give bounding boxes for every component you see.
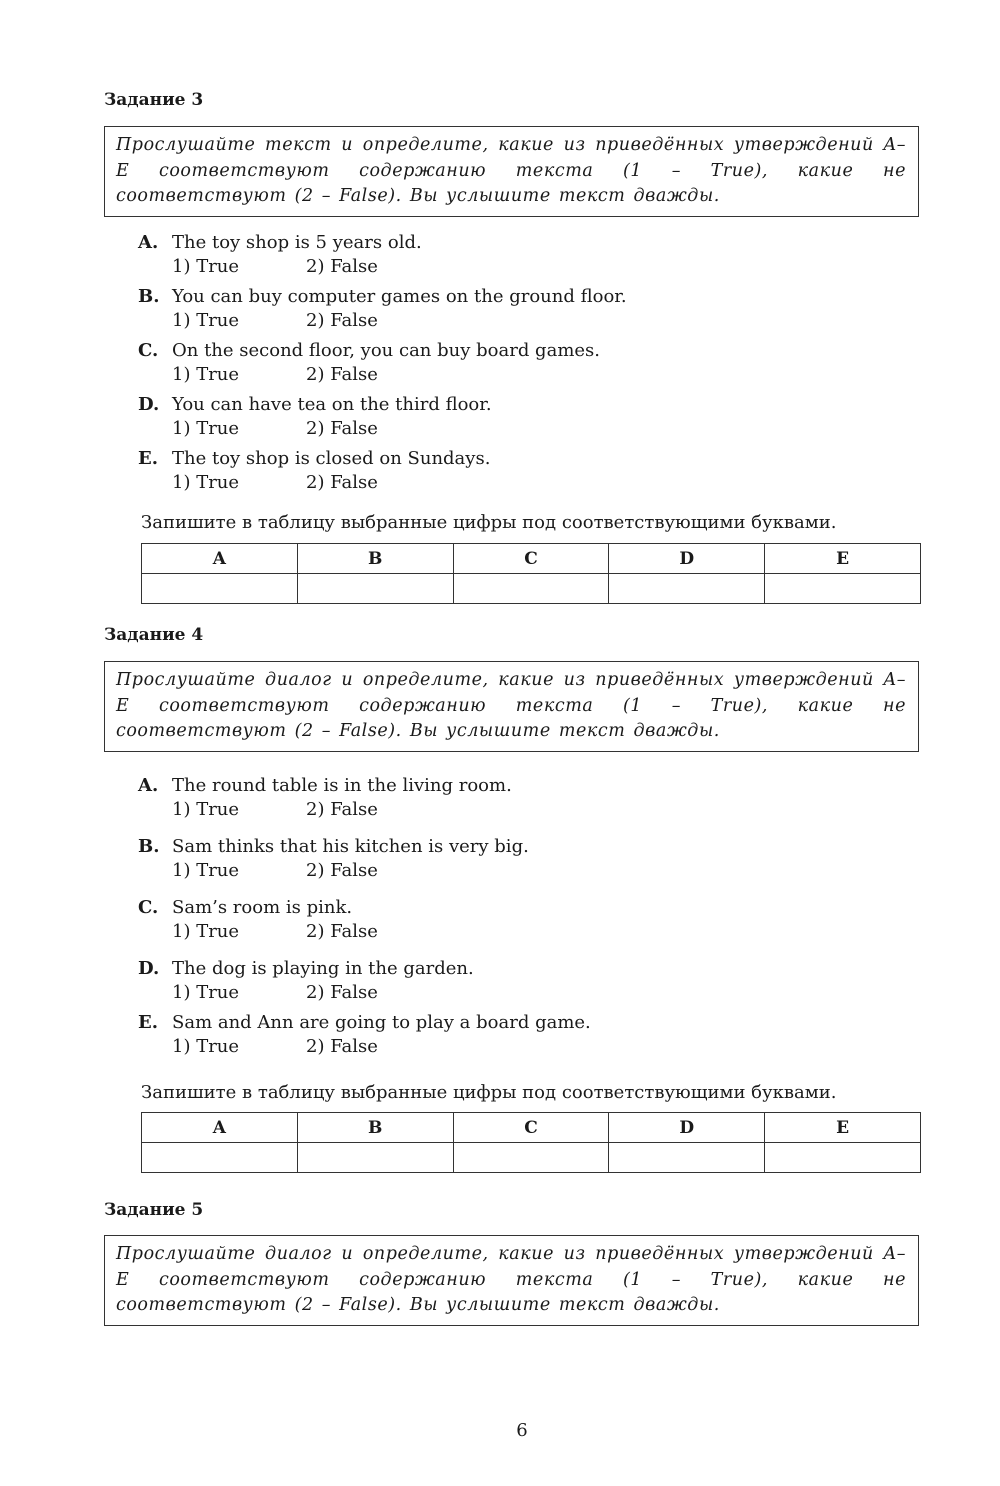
table-caption: Запишите в таблицу выбранные цифры под соответствующими буквами. <box>141 512 837 533</box>
answer-options <box>172 309 627 333</box>
instruction-box: Прослушайте диалог и определите, какие из приведённых утверждений A–E соответствуют содержанию текста (1 – True), какие не соответствуют (2 – False). Вы услышите текст дважды. <box>104 1235 919 1326</box>
column-e-header: E <box>765 1113 921 1143</box>
option-false[interactable]: 2) False <box>306 982 378 1003</box>
option-true[interactable]: 1) True <box>172 472 240 493</box>
column-a-header: A <box>142 544 298 574</box>
answer-options <box>172 417 492 441</box>
option-false[interactable]: 2) False <box>306 921 378 942</box>
answer-options <box>172 798 512 822</box>
task-heading: Задание 4 <box>104 625 204 645</box>
answer-options <box>172 1035 591 1059</box>
statement-letter: A. <box>138 775 159 796</box>
statement-text: Sam and Ann are going to play a board game. <box>172 1012 591 1033</box>
column-c-header: C <box>453 544 609 574</box>
option-false[interactable]: 2) False <box>306 364 378 385</box>
option-true[interactable]: 1) True <box>172 364 240 385</box>
answer-table-header-row <box>142 1113 921 1143</box>
answer-table <box>141 1112 921 1173</box>
column-a-header: A <box>142 1113 298 1143</box>
statement-letter: D. <box>138 394 160 415</box>
statement-c <box>138 896 378 944</box>
option-false[interactable]: 2) False <box>306 310 378 331</box>
statement-e <box>138 1011 591 1059</box>
answer-cell-a[interactable] <box>142 574 298 604</box>
answer-options <box>172 471 490 495</box>
answer-cell-d[interactable] <box>609 1143 765 1173</box>
task-heading: Задание 5 <box>104 1200 204 1220</box>
statement-text: The dog is playing in the garden. <box>172 958 474 979</box>
answer-table <box>141 543 921 604</box>
column-b-header: B <box>297 544 453 574</box>
instruction-box: Прослушайте диалог и определите, какие из приведённых утверждений A–E соответствуют содержанию текста (1 – True), какие не соответствуют (2 – False). Вы услышите текст дважды. <box>104 661 919 752</box>
answer-cell-d[interactable] <box>609 574 765 604</box>
option-false[interactable]: 2) False <box>306 256 378 277</box>
answer-cell-c[interactable] <box>453 574 609 604</box>
instruction-box: Прослушайте текст и определите, какие из приведённых утверждений A–E соответствуют содержанию текста (1 – True), какие не соответствуют (2 – False). Вы услышите текст дважды. <box>104 126 919 217</box>
column-d-header: D <box>609 1113 765 1143</box>
statement-letter: C. <box>138 897 159 918</box>
option-true[interactable]: 1) True <box>172 982 240 1003</box>
option-false[interactable]: 2) False <box>306 472 378 493</box>
statement-letter: D. <box>138 958 160 979</box>
column-d-header: D <box>609 544 765 574</box>
answer-cell-e[interactable] <box>765 1143 921 1173</box>
statement-text: Sam’s room is pink. <box>172 897 353 918</box>
option-true[interactable]: 1) True <box>172 418 240 439</box>
statement-d <box>138 957 474 1005</box>
option-false[interactable]: 2) False <box>306 1036 378 1057</box>
answer-options <box>172 981 474 1005</box>
option-true[interactable]: 1) True <box>172 310 240 331</box>
statement-text: You can have tea on the third floor. <box>172 394 492 415</box>
answer-options <box>172 363 600 387</box>
answer-options <box>172 859 529 883</box>
column-b-header: B <box>297 1113 453 1143</box>
statement-text: The toy shop is 5 years old. <box>172 232 422 253</box>
statement-a <box>138 231 422 279</box>
answer-cell-b[interactable] <box>297 574 453 604</box>
statement-c <box>138 339 600 387</box>
statement-b <box>138 835 529 883</box>
answer-options <box>172 920 378 944</box>
option-true[interactable]: 1) True <box>172 860 240 881</box>
option-true[interactable]: 1) True <box>172 921 240 942</box>
answer-table-input-row <box>142 574 921 604</box>
statement-a <box>138 774 512 822</box>
statement-letter: B. <box>138 286 160 307</box>
answer-table-input-row <box>142 1143 921 1173</box>
statement-text: Sam thinks that his kitchen is very big. <box>172 836 529 857</box>
statement-e <box>138 447 490 495</box>
statement-letter: C. <box>138 340 159 361</box>
statement-letter: A. <box>138 232 159 253</box>
statement-text: On the second floor, you can buy board games. <box>172 340 600 361</box>
option-true[interactable]: 1) True <box>172 799 240 820</box>
option-true[interactable]: 1) True <box>172 256 240 277</box>
statement-letter: E. <box>138 1012 158 1033</box>
page-number: 6 <box>516 1420 528 1441</box>
table-caption: Запишите в таблицу выбранные цифры под соответствующими буквами. <box>141 1082 837 1103</box>
answer-cell-b[interactable] <box>297 1143 453 1173</box>
task-heading: Задание 3 <box>104 90 204 110</box>
statement-d <box>138 393 492 441</box>
statement-letter: B. <box>138 836 160 857</box>
option-false[interactable]: 2) False <box>306 799 378 820</box>
statement-text: You can buy computer games on the ground floor. <box>172 286 627 307</box>
option-false[interactable]: 2) False <box>306 860 378 881</box>
option-false[interactable]: 2) False <box>306 418 378 439</box>
answer-cell-a[interactable] <box>142 1143 298 1173</box>
statement-text: The round table is in the living room. <box>172 775 512 796</box>
answer-options <box>172 255 422 279</box>
statement-letter: E. <box>138 448 158 469</box>
answer-cell-e[interactable] <box>765 574 921 604</box>
answer-cell-c[interactable] <box>453 1143 609 1173</box>
option-true[interactable]: 1) True <box>172 1036 240 1057</box>
column-c-header: C <box>453 1113 609 1143</box>
statement-text: The toy shop is closed on Sundays. <box>172 448 491 469</box>
statement-b <box>138 285 627 333</box>
answer-table-header-row <box>142 544 921 574</box>
column-e-header: E <box>765 544 921 574</box>
